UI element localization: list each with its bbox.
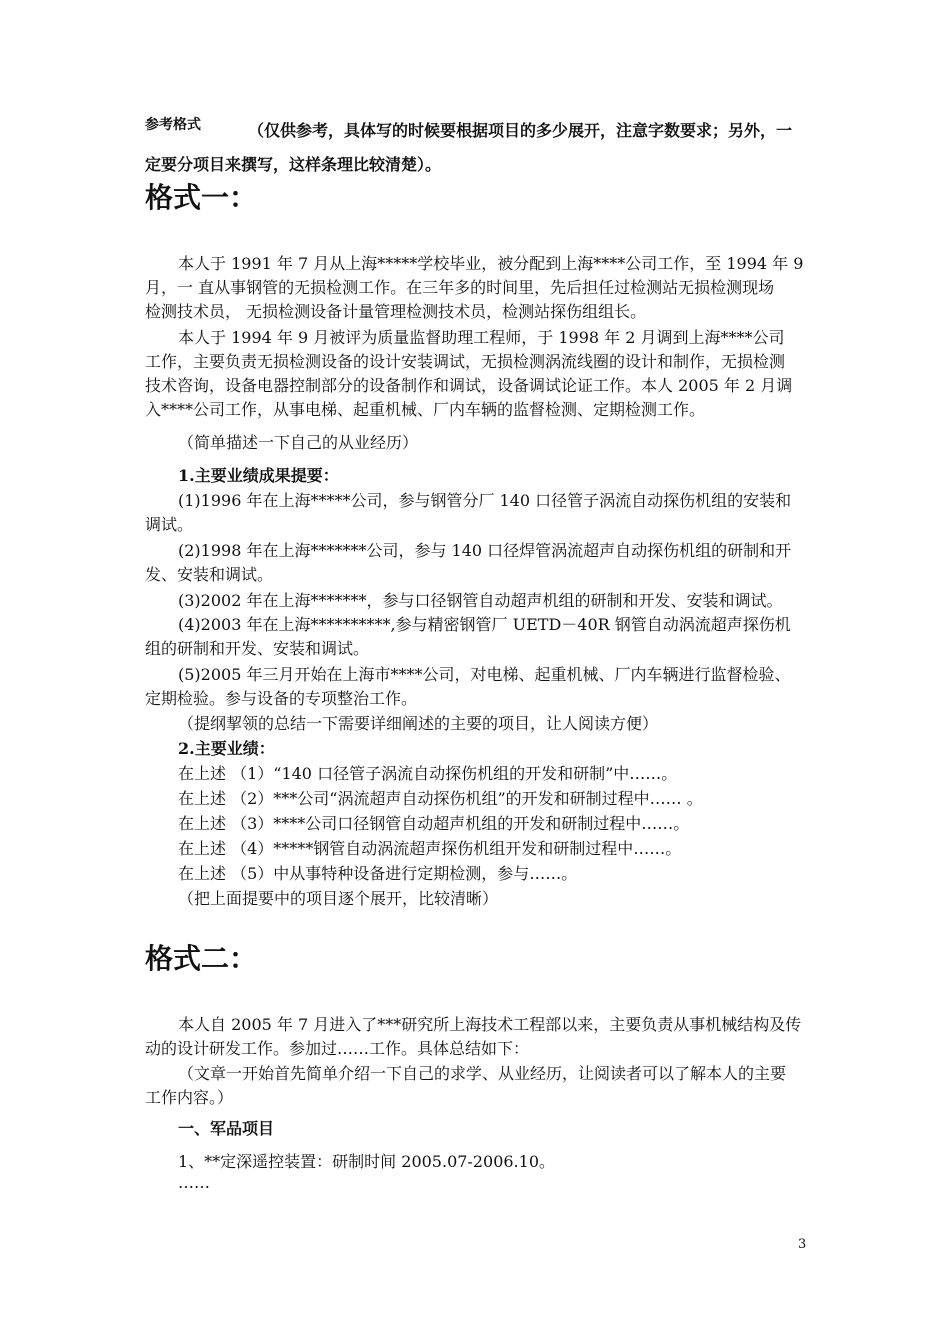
format1-p1-line3: 检测技术员， 无损检测设备计量管理检测技术员，检测站探伤组组长。 bbox=[145, 302, 647, 321]
format2-item1: 1、**定深遥控装置：研制时间 2005.07-2006.10。 bbox=[178, 1152, 556, 1171]
format1-item4-line1: (4)2003 年在上海**********,参与精密钢管厂 UETD－40R 钢管自动涡流超声探伤机 bbox=[178, 615, 791, 634]
page-number: 3 bbox=[798, 1237, 807, 1252]
format1-item2-line1: (2)1998 年在上海*******公司，参与 140 口径焊管涡流超声自动探伤机组的研制和开 bbox=[178, 541, 792, 560]
format1-item1-line1: (1)1996 年在上海*****公司，参与钢管分厂 140 口径管子涡流自动探伤机组的安装和 bbox=[178, 491, 792, 510]
reference-note-line1: （仅供参考，具体写的时候要根据项目的多少展开，注意字数要求；另外，一 bbox=[248, 121, 793, 140]
format1-detail4: 在上述 （4）*****钢管自动涡流超声探伤机组开发和研制过程中……。 bbox=[178, 839, 682, 858]
format1-p1-line1: 本人于 1991 年 7 月从上海*****学校毕业，被分配到上海****公司工作，至 1994 年 9 bbox=[178, 254, 804, 273]
format1-p2-line2: 工作，主要负责无损检测设备的设计安装调试，无损检测涡流线圈的设计和制作，无损检测 bbox=[145, 352, 786, 371]
format1-detail1: 在上述 （1）“140 口径管子涡流自动探伤机组的开发和研制”中……。 bbox=[178, 764, 678, 783]
format1-heading: 格式一： bbox=[145, 181, 258, 214]
format1-note3: （把上面提要中的项目逐个展开，比较清晰） bbox=[178, 889, 499, 908]
reference-note-line2: 定要分项目来撰写，这样条理比较清楚）。 bbox=[145, 155, 442, 174]
reference-format-label: 参考格式 bbox=[145, 117, 201, 133]
format1-item2-line2: 发、安装和调试。 bbox=[145, 565, 274, 584]
format2-p1-line1: 本人自 2005 年 7 月进入了***研究所上海技术工程部以来，主要负责从事机械结构及传 bbox=[178, 1015, 802, 1034]
format1-p2-line3: 技术咨询，设备电器控制部分的设备制作和调试，设备调试论证工作。本人 2005 年 2 月调 bbox=[145, 376, 793, 395]
format1-section1-title: 1.主要业绩成果提要： bbox=[178, 466, 339, 485]
format1-p2-line1: 本人于 1994 年 9 月被评为质量监督助理工程师，于 1998 年 2 月调到上海****公司 bbox=[178, 328, 785, 347]
format1-detail2: 在上述 （2）***公司“涡流超声自动探伤机组”的开发和研制过程中…… 。 bbox=[178, 789, 703, 808]
format1-p2-line4: 入****公司工作，从事电梯、起重机械、厂内车辆的监督检测、定期检测工作。 bbox=[145, 400, 706, 419]
format1-item5-line1: (5)2005 年三月开始在上海市****公司，对电梯、起重机械、厂内车辆进行监督检验、 bbox=[178, 665, 791, 684]
format2-heading: 格式二： bbox=[145, 942, 258, 975]
format1-detail5: 在上述 （5）中从事特种设备进行定期检测，参与……。 bbox=[178, 864, 578, 883]
format2-section-title: 一、军品项目 bbox=[178, 1119, 275, 1138]
format1-item5-line2: 定期检验。参与设备的专项整治工作。 bbox=[145, 689, 418, 708]
format2-note-line2: 工作内容。） bbox=[145, 1088, 234, 1107]
format1-p1-line2: 月，一 直从事钢管的无损检测工作。在三年多的时间里，先后担任过检测站无损检测现场 bbox=[145, 278, 775, 297]
format1-detail3: 在上述 （3）****公司口径钢管自动超声机组的开发和研制过程中……。 bbox=[178, 814, 690, 833]
format1-item3-line1: (3)2002 年在上海*******，参与口径钢管自动超声机组的研制和开发、安装和调试。 bbox=[178, 591, 783, 610]
format2-p1-line2: 动的设计研发工作。参加过……工作。具体总结如下： bbox=[145, 1039, 530, 1058]
format1-item1-line2: 调试。 bbox=[145, 515, 194, 534]
format1-item4-line2: 组的研制和开发、安装和调试。 bbox=[145, 639, 370, 658]
format2-note-line1: （文章一开始首先简单介绍一下自己的求学、从业经历，让阅读者可以了解本人的主要 bbox=[178, 1064, 787, 1083]
format1-note2: （提纲挈领的总结一下需要详细阐述的主要的项目，让人阅读方便） bbox=[178, 714, 659, 733]
format2-ellipsis: …… bbox=[178, 1173, 210, 1192]
format1-note1: （简单描述一下自己的从业经历） bbox=[178, 433, 419, 452]
format1-section2-title: 2.主要业绩： bbox=[178, 739, 275, 758]
